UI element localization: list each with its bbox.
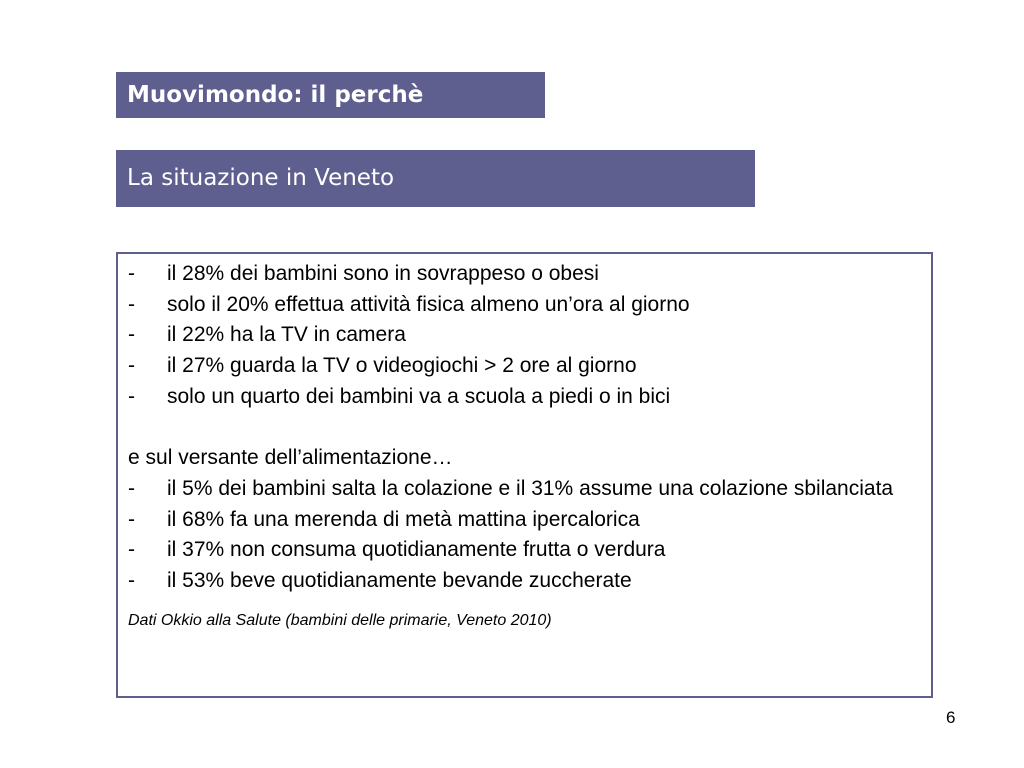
bullet-marker: - bbox=[128, 538, 135, 562]
list-item-text: il 5% dei bambini salta la colazione e il 31% assume una colazione sbilanciata bbox=[167, 476, 894, 500]
list-item-text: il 68% fa una merenda di metà mattina ipercalorica bbox=[167, 507, 640, 531]
slide-subtitle: La situazione in Veneto bbox=[116, 150, 755, 207]
list-item bbox=[128, 535, 920, 566]
list-item bbox=[128, 382, 920, 413]
list-item-text: il 53% beve quotidianamente bevande zuccherate bbox=[167, 569, 632, 593]
list-item bbox=[128, 474, 920, 505]
nutrition-intro: e sul versante dell’alimentazione… bbox=[128, 446, 453, 470]
list-item bbox=[128, 351, 920, 382]
bullet-marker: - bbox=[128, 384, 135, 408]
content-box bbox=[116, 252, 933, 698]
page-number: 6 bbox=[946, 708, 956, 727]
list-item bbox=[128, 320, 920, 351]
slide-title: Muovimondo: il perchè bbox=[116, 72, 545, 118]
bullet-marker: - bbox=[128, 507, 135, 531]
bullet-marker: - bbox=[128, 569, 135, 593]
bullet-marker: - bbox=[128, 292, 135, 316]
data-source-note: Dati Okkio alla Salute (bambini delle primarie, Veneto 2010) bbox=[128, 611, 552, 629]
bullet-marker: - bbox=[128, 476, 135, 500]
list-item-text: il 28% dei bambini sono in sovrappeso o obesi bbox=[167, 262, 599, 285]
list-item bbox=[128, 259, 920, 290]
bullet-list-children-habits bbox=[128, 259, 920, 413]
bullet-marker: - bbox=[128, 262, 135, 285]
list-item-text: il 37% non consuma quotidianamente frutta o verdura bbox=[167, 538, 666, 562]
list-item-text: il 22% ha la TV in camera bbox=[167, 323, 406, 347]
list-item bbox=[128, 290, 920, 321]
list-item-text: solo un quarto dei bambini va a scuola a piedi o in bici bbox=[167, 384, 671, 408]
bullet-marker: - bbox=[128, 323, 135, 347]
list-item bbox=[128, 505, 920, 536]
list-item-text: il 27% guarda la TV o videogiochi > 2 ore al giorno bbox=[167, 354, 637, 378]
bullet-marker: - bbox=[128, 354, 135, 378]
bullet-list-nutrition bbox=[128, 474, 920, 597]
list-item bbox=[128, 566, 920, 597]
list-item-text: solo il 20% effettua attività fisica almeno un’ora al giorno bbox=[167, 292, 690, 316]
spacer bbox=[128, 413, 920, 444]
